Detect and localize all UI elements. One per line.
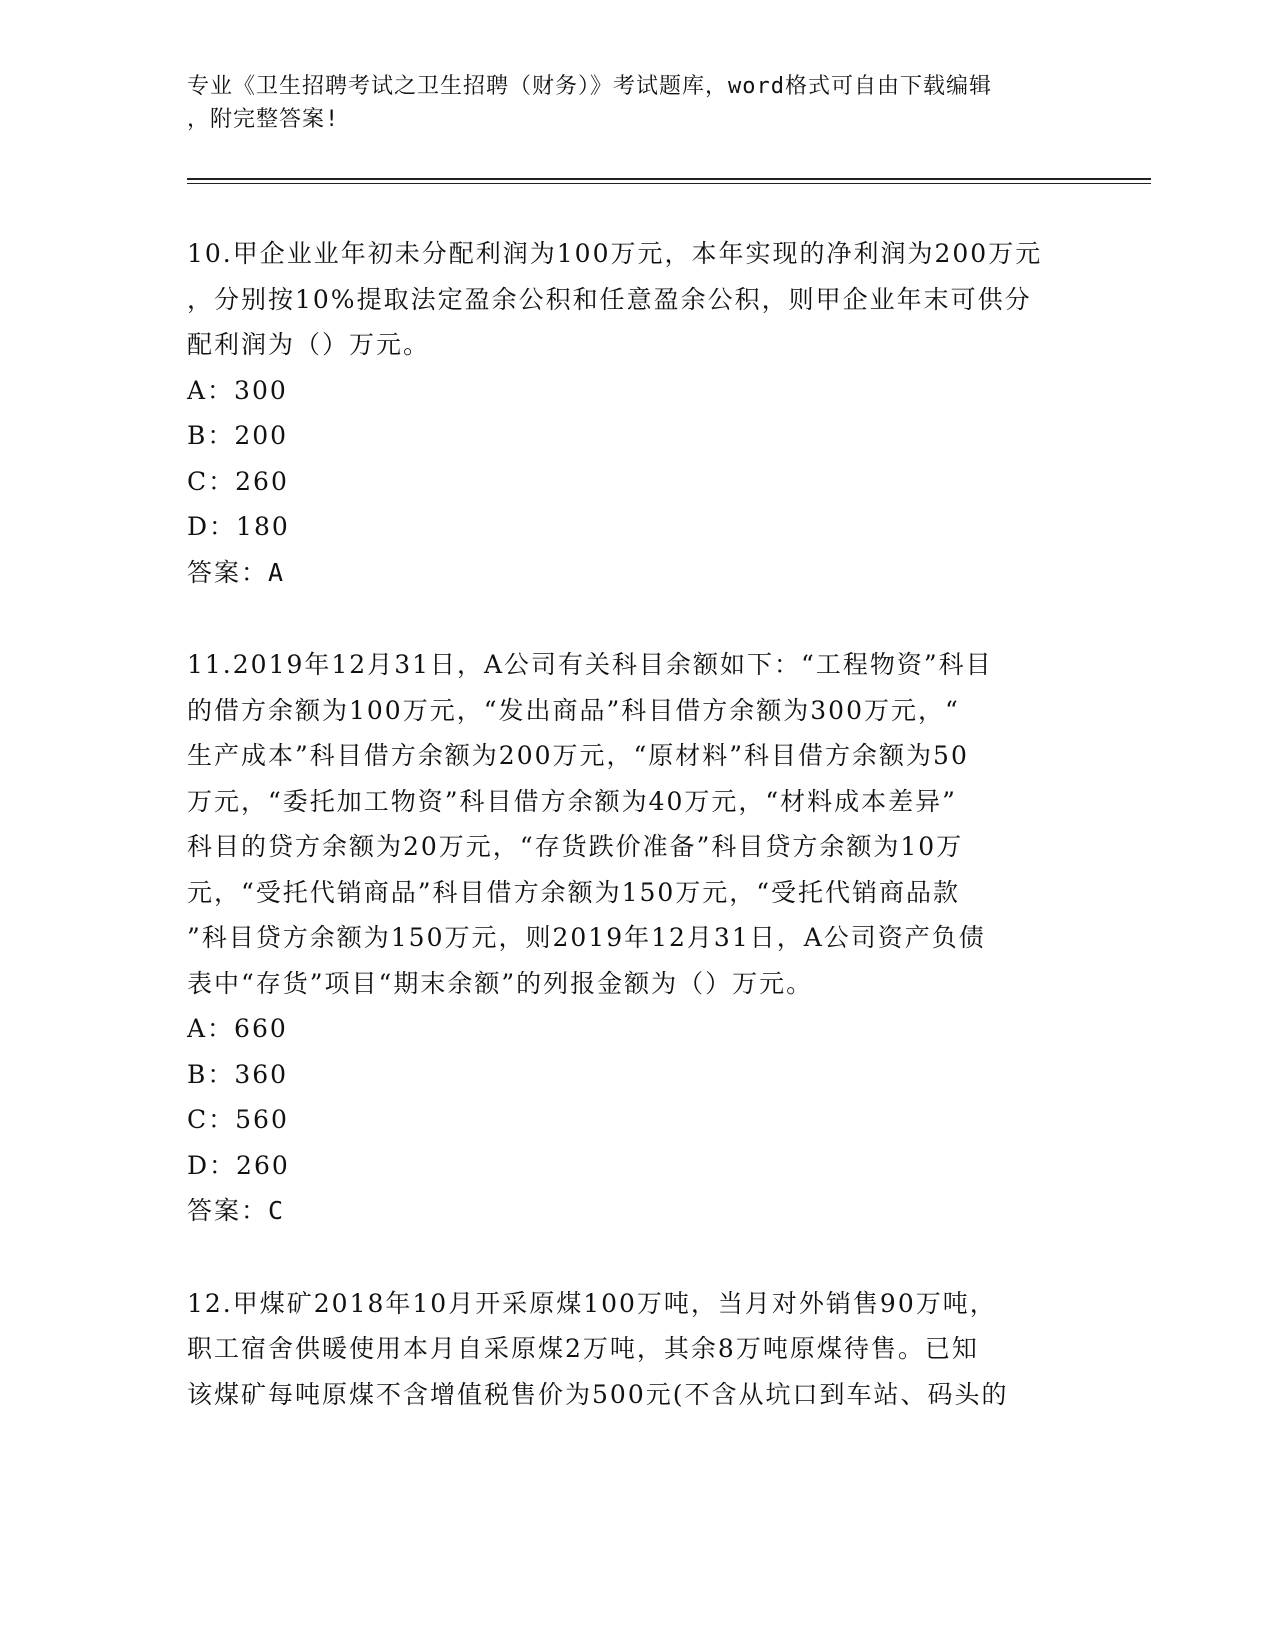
question-stem-line: 10.甲企业业年初未分配利润为100万元，本年实现的净利润为200万元 — [187, 239, 1043, 268]
question-11 — [187, 642, 1087, 1234]
question-10 — [187, 231, 1087, 595]
question-stem-line: 万元，“委托加工物资”科目借方余额为40万元，“材料成本差异” — [187, 786, 957, 816]
option-c: C：560 — [187, 1105, 289, 1134]
question-12 — [187, 1281, 1087, 1418]
answer-line: 答案：A — [187, 557, 286, 587]
question-stem-line: 职工宿舍供暖使用本月自采原煤2万吨，其余8万吨原煤待售。已知 — [187, 1334, 979, 1363]
question-stem-line: ”科目贷方余额为150万元，则2019年12月31日，A公司资产负债 — [187, 923, 986, 952]
question-list — [187, 231, 1087, 1464]
question-stem-line: 的借方余额为100万元，“发出商品”科目借方余额为300万元，“ — [187, 695, 960, 725]
question-stem-line: 12.甲煤矿2018年10月开采原煤100万吨，当月对外销售90万吨， — [187, 1288, 997, 1318]
header-line: ，附完整答案! — [187, 107, 340, 132]
header-divider — [187, 178, 1151, 180]
option-b: B：360 — [187, 1059, 289, 1089]
question-stem-line: 生产成本”科目借方余额为200万元，“原材料”科目借方余额为50 — [187, 741, 969, 770]
question-stem-line: 科目的贷方余额为20万元，“存货跌价准备”科目贷方余额为10万 — [187, 832, 964, 861]
header-divider-thin — [187, 183, 1151, 184]
question-stem-line: 配利润为（）万元。 — [187, 330, 431, 359]
option-d: D：260 — [187, 1150, 290, 1180]
option-d: D：180 — [187, 512, 290, 541]
document-header — [187, 70, 1067, 136]
question-stem-line: 11.2019年12月31日，A公司有关科目余额如下：“工程物资”科目 — [187, 650, 993, 679]
option-b: B：200 — [187, 421, 289, 450]
option-c: C：260 — [187, 466, 289, 496]
question-stem-line: ，分别按10%提取法定盈余公积和任意盈余公积，则甲企业年末可供分 — [187, 284, 1032, 314]
question-stem-line: 该煤矿每吨原煤不含增值税售价为500元(不含从坑口到车站、码头的 — [187, 1379, 1009, 1409]
option-a: A：300 — [187, 375, 288, 405]
question-stem-line: 元，“受托代销商品”科目借方余额为150万元，“受托代销商品款 — [187, 877, 961, 907]
answer-line: 答案：C — [187, 1196, 286, 1225]
question-stem-line: 表中“存货”项目“期末余额”的列报金额为（）万元。 — [187, 968, 814, 998]
option-a: A：660 — [187, 1014, 288, 1043]
header-line: 专业《卫生招聘考试之卫生招聘（财务）》考试题库，word格式可自由下载编辑 — [187, 74, 992, 99]
